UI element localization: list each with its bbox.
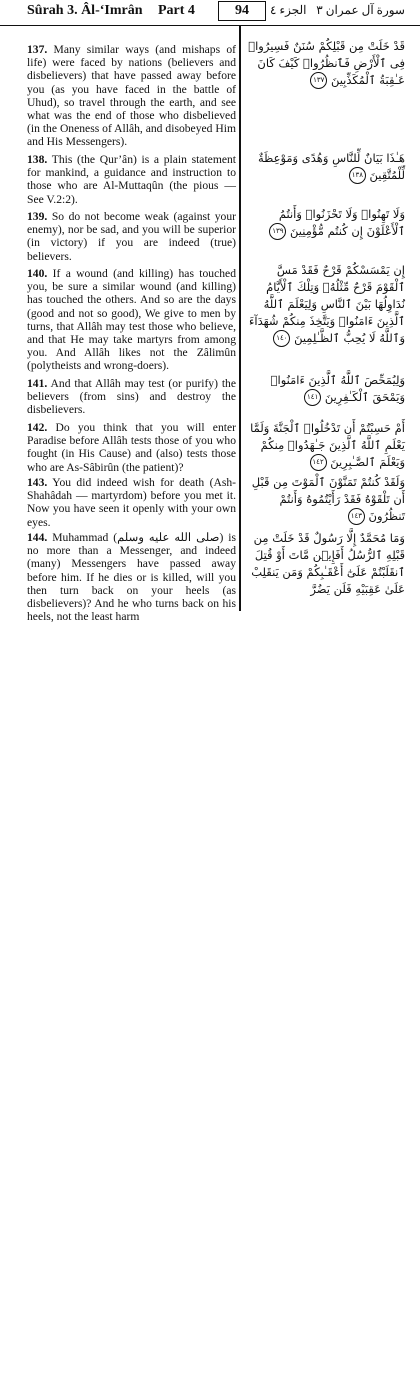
verse-number: 138. [27,153,48,166]
verse-english [27,210,236,263]
verse-text: You did indeed wish for death (Ash-Shahâdah — martyrdom) before you met it. Now you have seen it openly with your own eyes. [27,476,236,529]
verse-arabic [245,474,405,525]
ayah-number-marker: ١٤٣ [348,508,365,525]
ayah-number-marker: ١٣٧ [310,72,327,89]
part-label: Part 4 [158,3,195,18]
verse-arabic [245,38,405,89]
verse-english [27,476,236,529]
verse-text: If a wound (and killing) has touched you, be sure a similar wound (and killing) has touched the others. And so are the days (good and not so good), We give to men by turns, that Allâh may test those who believe, and that He may take martyrs from among you. And Allâh likes not the Zâlimûn (polytheists and wrong-doers). [27,267,236,373]
verse-number: 139. [27,210,48,223]
verse-english [27,43,236,149]
page-number: 94 [218,1,266,21]
verse-arabic [245,530,405,598]
verse-number: 137. [27,43,48,56]
verse-number: 144. [27,531,48,544]
verse-arabic [245,372,405,406]
arabic-text: وَلِيُمَحِّصَ ٱللَّهُ ٱلَّذِينَ ءَامَنُوا۟ وَيَمْحَقَ ٱلْكَـٰفِرِينَ [270,373,405,404]
verse-arabic [245,150,405,184]
arabic-text: قَدْ خَلَتْ مِن قَبْلِكُمْ سُنَنٌ فَسِيرُوا۟ فِى ٱلْأَرْضِ فَٱنظُرُوا۟ كَيْفَ كَانَ عَـٰقِبَةُ ٱلْمُكَذِّبِينَ [248,39,405,87]
ayah-number-marker: ١٣٨ [349,167,366,184]
ayah-number-marker: ١٤٠ [273,330,290,347]
verse-number: 143. [27,476,48,489]
verse-text: Muhammad (صلى الله عليه وسلم) is no more than a Messenger, and indeed (many) Messengers have passed away before him. If he dies or is killed, will you then turn back on your heels (as disbelievers)? And he who turns back on his heels, not the least harm [27,531,236,624]
verse-text: And that Allâh may test (or purify) the believers (from sins) and destroy the disbelievers. [27,377,236,417]
page-header [0,0,420,26]
verse-text: This (the Qur’ân) is a plain statement for mankind, a guidance and instruction to those who are Al-Muttaqûn (the pious — See V.2:2). [27,153,236,206]
verse-arabic [245,262,405,347]
arabic-text: إِن يَمْسَسْكُمْ قَرْحٌ فَقَدْ مَسَّ ٱلْقَوْمَ قَرْحٌ مِّثْلُهُۥ وَتِلْكَ ٱلْأَيَّامُ نُدَاوِلُهَا بَيْنَ ٱلنَّاسِ وَلِيَعْلَمَ ٱللَّهُ ٱلَّذِينَ ءَامَنُوا۟ وَيَتَّخِذَ مِنكُمْ شُهَدَآءَ وَٱللَّهُ لَا يُحِبُّ ٱلظَّـٰلِمِينَ [248,263,405,345]
column-divider [239,26,241,611]
arabic-text: وَلَقَدْ كُنتُمْ تَمَنَّوْنَ ٱلْمَوْتَ مِن قَبْلِ أَن تَلْقَوْهُ فَقَدْ رَأَيْتُمُوهُ وَأَنتُمْ تَنظُرُونَ [251,475,405,523]
verse-number: 141. [27,377,48,390]
verse-english [27,531,236,623]
arabic-text: أَمْ حَسِبْتُمْ أَن تَدْخُلُوا۟ ٱلْجَنَّةَ وَلَمَّا يَعْلَمِ ٱللَّهُ ٱلَّذِينَ جَـٰهَدُوا۟ مِنكُمْ وَيَعْلَمَ ٱلصَّـٰبِرِينَ [250,421,405,469]
verse-text: Do you think that you will enter Paradise before Allâh tests those of you who fought (in His Cause) and (also) tests those who are As-Sâbirûn (the patient)? [27,421,236,474]
verse-text: Many similar ways (and mishaps of life) were faced by nations (believers and disbelievers) that have passed away before you (as you have faced in the battle of Uhud), so travel through the earth, and see what was the end of those who disbelieved (in the Oneness of Allâh, and disobeyed Him and His Messengers). [27,43,236,149]
verse-text: So do not become weak (against your enemy), nor be sad, and you will be superior (in victory) if you are indeed (true) believers. [27,210,236,263]
surah-title-english: Sûrah 3. Âl-‘Imrân [27,3,143,18]
verse-english [27,153,236,206]
verse-arabic [245,420,405,471]
verse-arabic [245,206,405,240]
arabic-text: وَمَا مُحَمَّدٌ إِلَّا رَسُولٌ قَدْ خَلَتْ مِن قَبْلِهِ ٱلرُّسُلُ أَفَإِي۟ن مَّاتَ أَوْ قُتِلَ ٱنقَلَبْتُمْ عَلَىٰٓ أَعْقَـٰبِكُمْ وَمَن يَنقَلِبْ عَلَىٰ عَقِبَيْهِ فَلَن يَضُرَّ [251,531,405,596]
arabic-text: وَلَا تَهِنُوا۟ وَلَا تَحْزَنُوا۟ وَأَنتُمُ ٱلْأَعْلَوْنَ إِن كُنتُم مُّؤْمِنِينَ [278,207,405,238]
verse-number: 140. [27,267,48,280]
surah-title-arabic: سورة آل عمران ٣ [316,3,405,17]
juz-label-arabic: الجزء ٤ [270,3,307,17]
ayah-number-marker: ١٤٢ [310,454,327,471]
verse-english [27,267,236,373]
verse-english [27,377,236,417]
verse-english [27,421,236,474]
ayah-number-marker: ١٣٩ [269,223,286,240]
verse-number: 142. [27,421,48,434]
arabic-text: هَـٰذَا بَيَانٌ لِّلنَّاسِ وَهُدًى وَمَوْعِظَةٌ لِّلْمُتَّقِينَ [257,151,405,182]
ayah-number-marker: ١٤١ [304,389,321,406]
